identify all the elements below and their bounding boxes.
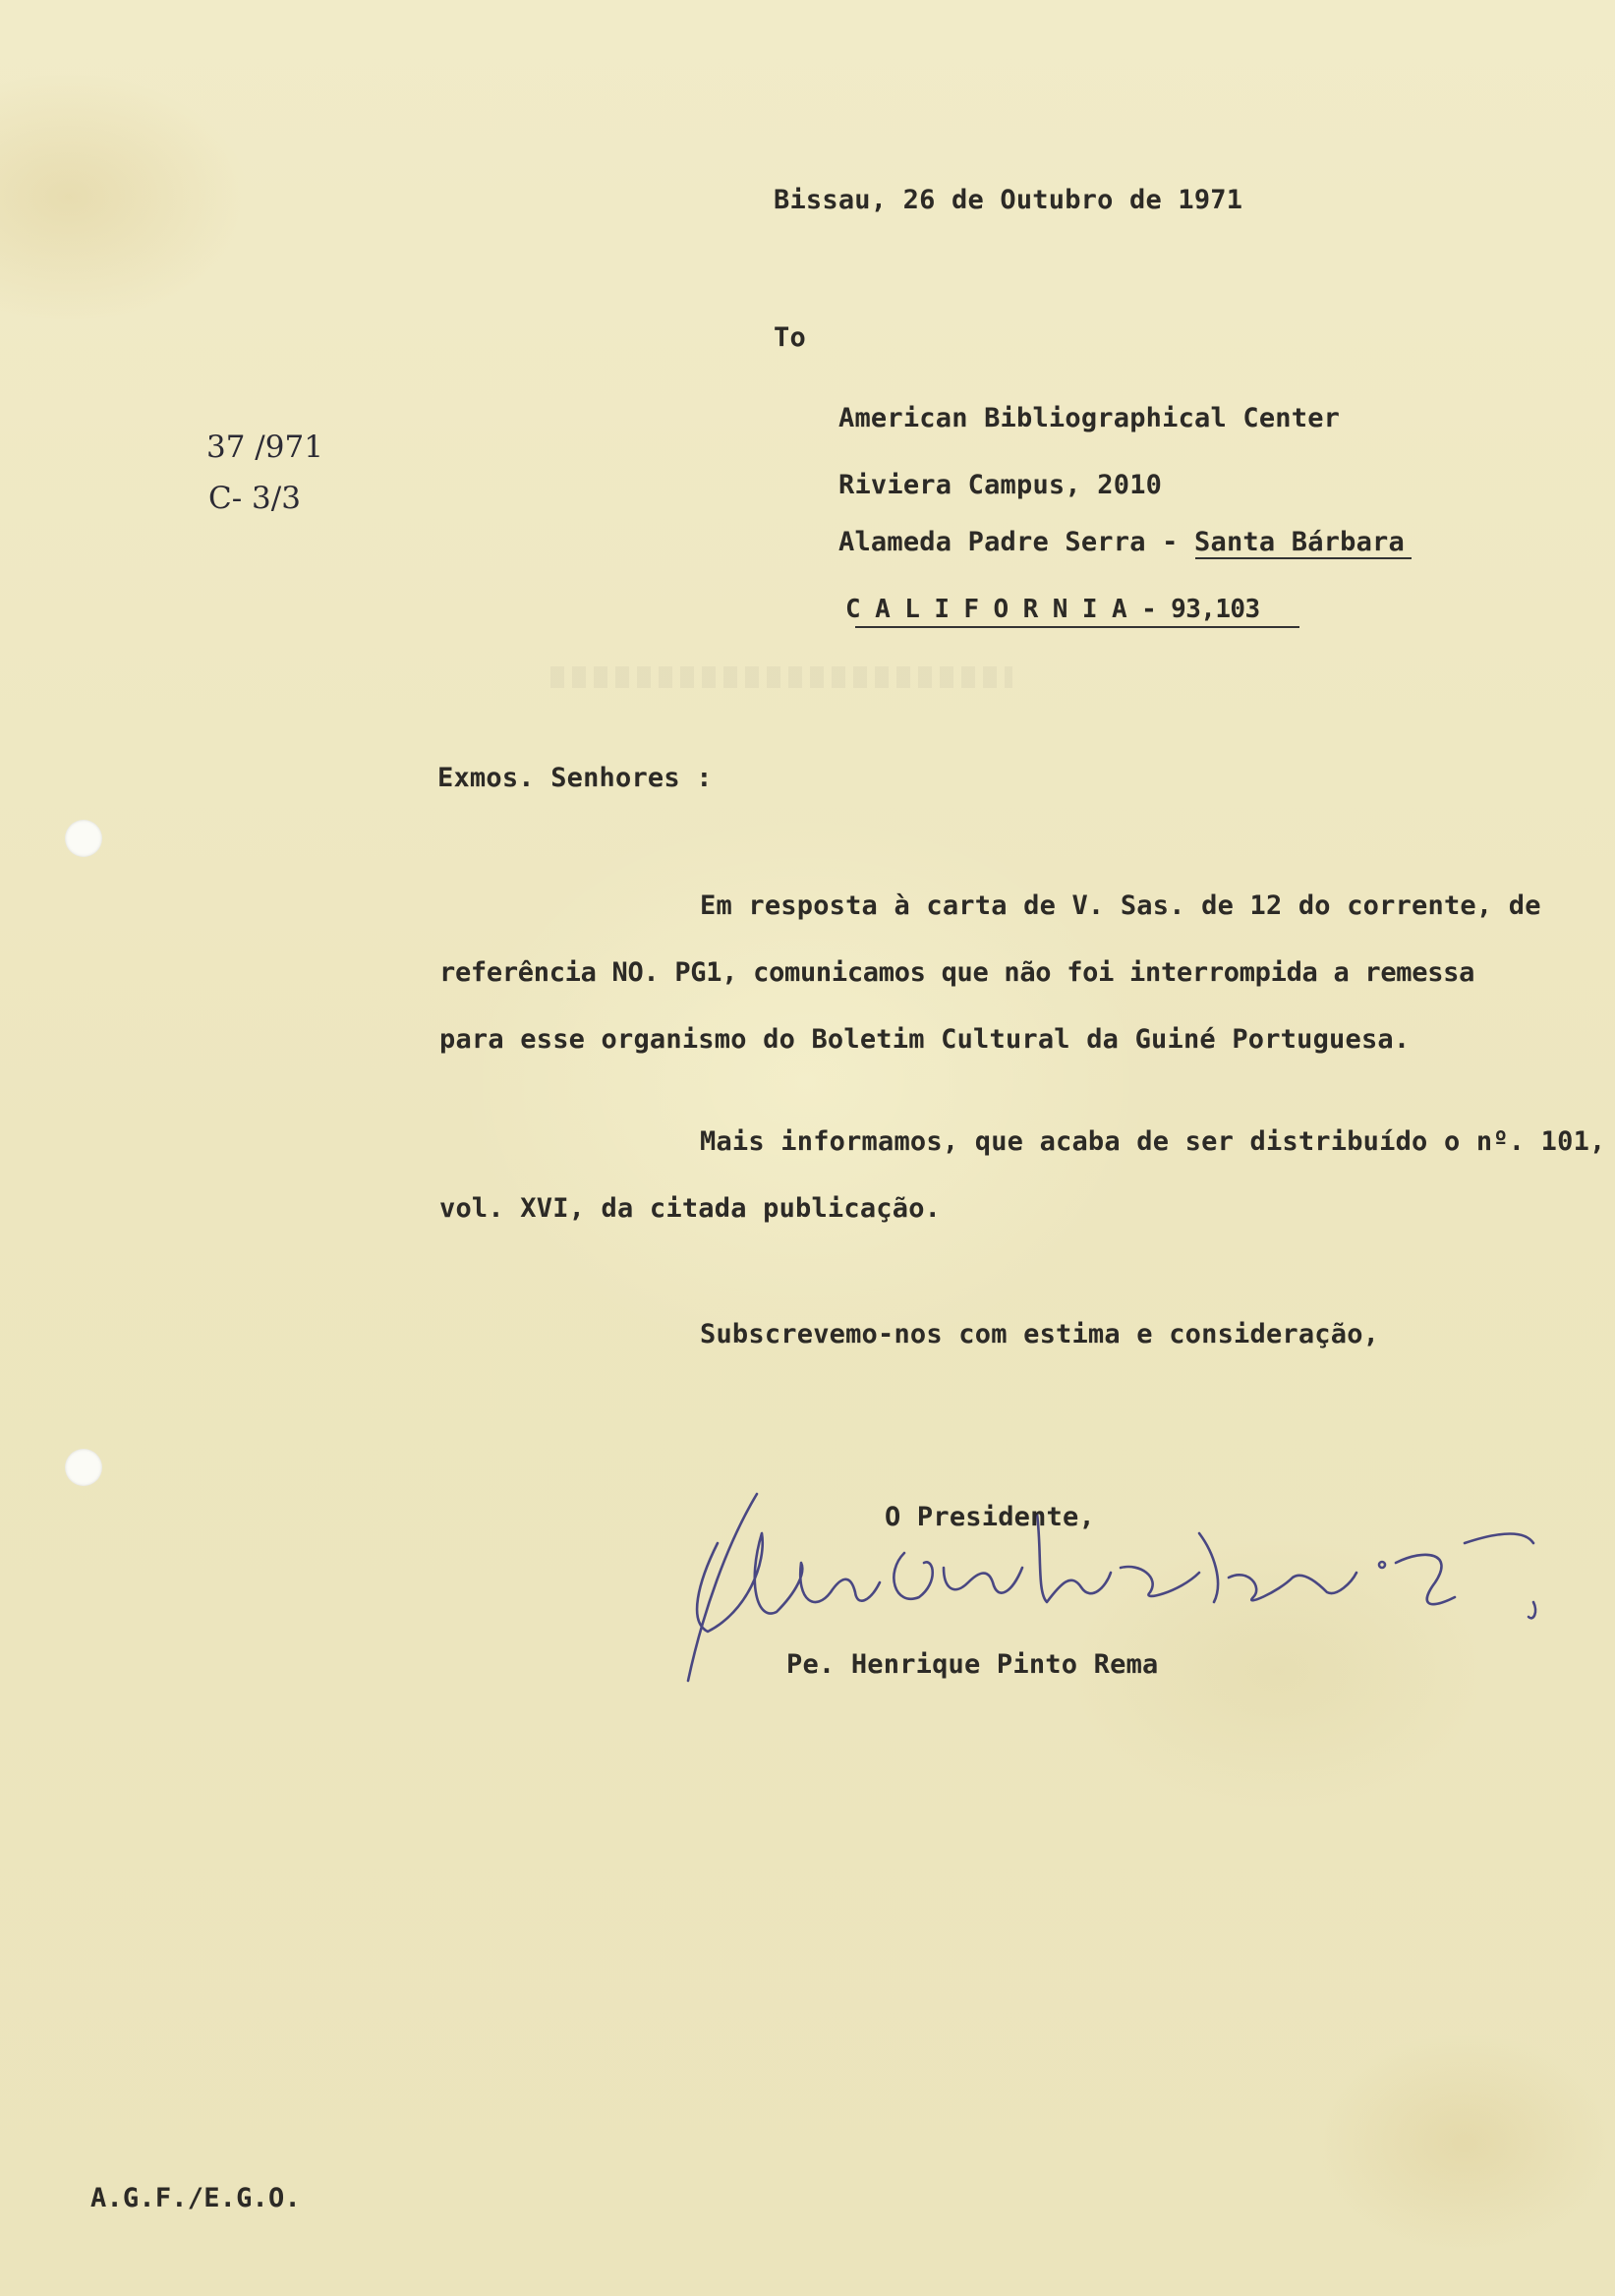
reference-number: 37 /971	[206, 430, 323, 465]
signature-name: Pe. Henrique Pinto Rema	[786, 1649, 1159, 1680]
recipient-campus: Riviera Campus, 2010	[838, 470, 1163, 500]
recipient-state-zip: C A L I F O R N I A - 93,103	[845, 595, 1260, 624]
signature-title: O Presidente,	[885, 1502, 1095, 1532]
faint-bleed-through	[550, 666, 1012, 688]
body-line: para esse organismo do Boletim Cultural da Guiné Portuguesa.	[439, 1024, 1411, 1055]
body-line: referência NO. PG1, comunicamos que não foi interrompida a remessa	[439, 957, 1475, 988]
body-line: Em resposta à carta de V. Sas. de 12 do corrente, de	[700, 890, 1541, 921]
body-line: Mais informamos, que acaba de ser distribuído o nº. 101,	[700, 1126, 1606, 1157]
recipient-street-prefix: Alameda Padre Serra -	[838, 527, 1195, 557]
recipient-city: Santa Bárbara	[1194, 527, 1405, 557]
recipient-street	[838, 529, 1405, 555]
recipient-name: American Bibliographical Center	[838, 403, 1341, 433]
punch-hole-top	[65, 820, 102, 857]
state-underline	[855, 626, 1299, 628]
city-underline	[1195, 557, 1412, 559]
closing: Subscrevemo-nos com estima e consideração,	[700, 1319, 1380, 1349]
typist-initials: A.G.F./E.G.O.	[90, 2183, 301, 2213]
to-label: To	[774, 322, 806, 353]
punch-hole-bottom	[65, 1449, 102, 1486]
body-line: vol. XVI, da citada publicação.	[439, 1193, 942, 1224]
date-line: Bissau, 26 de Outubro de 1971	[774, 185, 1243, 215]
reference-code: C- 3/3	[208, 481, 301, 516]
salutation: Exmos. Senhores :	[437, 763, 713, 793]
